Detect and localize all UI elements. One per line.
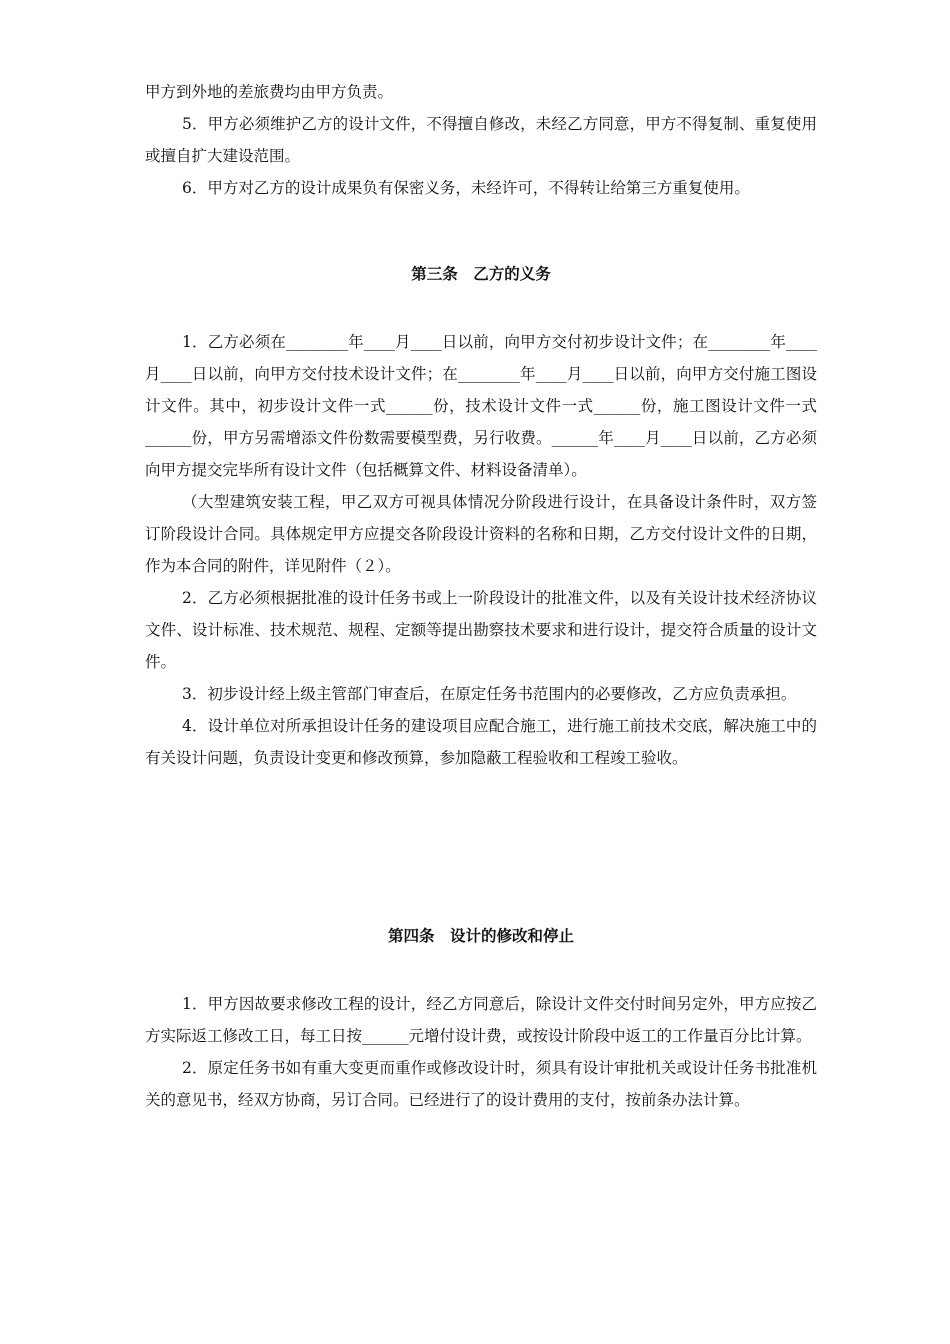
paragraph-2-5: 5．甲方必须维护乙方的设计文件，不得擅自修改，未经乙方同意，甲方不得复制、重复使用或擅自扩大建设范围。 [145, 115, 817, 165]
paragraph-3-2: 2．乙方必须根据批准的设计任务书或上一阶段设计的批准文件，以及有关设计技术经济协议文件、设计标准、技术规范、规程、定额等提出勘察技术要求和进行设计，提交符合质量的设计文件。 [145, 589, 817, 671]
section-two-tail [145, 76, 817, 204]
paragraph-continuation: 甲方到外地的差旅费均由甲方负责。 [145, 83, 394, 101]
paragraph-3-3: 3．初步设计经上级主管部门审查后，在原定任务书范围内的必要修改，乙方应负责承担。 [182, 685, 797, 703]
paragraph-2-6: 6．甲方对乙方的设计成果负有保密义务，未经许可，不得转让给第三方重复使用。 [182, 179, 750, 197]
section-four-body [145, 988, 817, 1116]
paragraph-3-1: 1．乙方必须在________年____月____日以前，向甲方交付初步设计文件；在________年____月____日以前，向甲方交付技术设计文件；在________年____月____日以前，向甲方交付施工图设计文件。其中，初步设计文件一式______份，技术设计文件一式______份，施工图设计文件一式______份，甲方另需增添文件份数需要模型费，另行收费。______年____月____日以前，乙方必须向甲方提交完毕所有设计文件（包括概算文件、材料设备清单）。 [145, 333, 817, 479]
section-three-heading: 第三条 乙方的义务 [411, 265, 551, 283]
paragraph-3-1-note: （大型建筑安装工程，甲乙双方可视具体情况分阶段进行设计，在具备设计条件时，双方签订阶段设计合同。具体规定甲方应提交各阶段设计资料的名称和日期，乙方交付设计文件的日期，作为本合同的附件，详见附件（２）。 [145, 493, 817, 575]
paragraph-4-2: 2．原定任务书如有重大变更而重作或修改设计时，须具有设计审批机关或设计任务书批准机关的意见书，经双方协商，另订合同。已经进行了的设计费用的支付，按前条办法计算。 [145, 1059, 817, 1109]
section-three-body [145, 326, 817, 774]
paragraph-4-1: 1．甲方因故要求修改工程的设计，经乙方同意后，除设计文件交付时间另定外，甲方应按乙方实际返工修改工日，每工日按______元增付设计费，或按设计阶段中返工的工作量百分比计算。 [145, 995, 817, 1045]
section-four-heading: 第四条 设计的修改和停止 [387, 927, 574, 945]
paragraph-3-4: 4．设计单位对所承担设计任务的建设项目应配合施工，进行施工前技术交底，解决施工中的有关设计问题，负责设计变更和修改预算，参加隐蔽工程验收和工程竣工验收。 [145, 717, 817, 767]
